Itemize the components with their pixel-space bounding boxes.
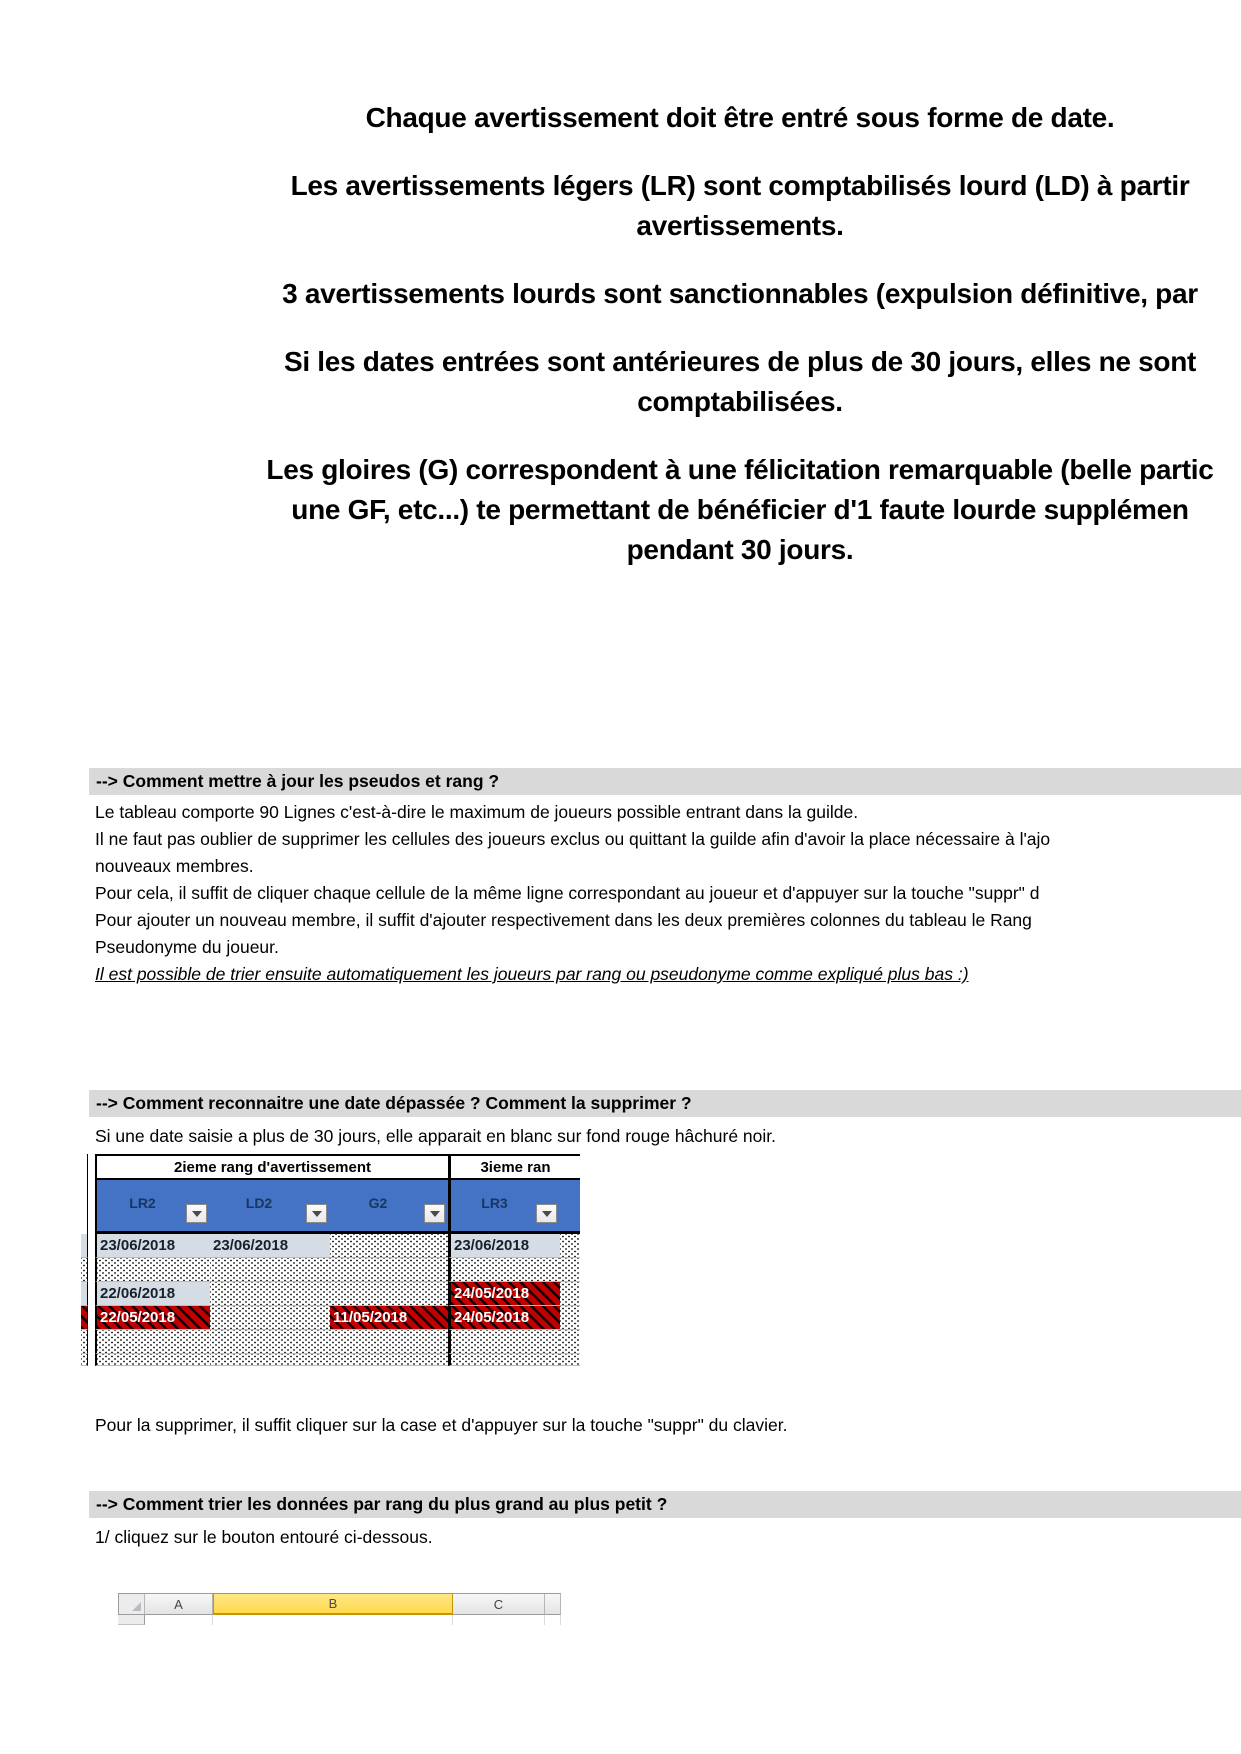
- section-update-pseudos: [0, 768, 1241, 988]
- empty-cell: [330, 1234, 448, 1258]
- filter-header-row: [81, 1180, 580, 1234]
- paragraph-line: Le tableau comporte 90 Lignes c'est-à-dire le maximum de joueurs possible entrant dans la guilde.: [95, 802, 859, 822]
- sheet-column-header-a[interactable]: A: [145, 1593, 213, 1615]
- sheet-column-header-c[interactable]: C: [453, 1593, 545, 1615]
- empty-cell: [560, 1306, 580, 1330]
- empty-cell: [448, 1354, 560, 1366]
- heading-line: Les gloires (G) correspondent à une félicitation remarquable (belle partic: [266, 454, 1214, 485]
- sheet-header-row: [118, 1593, 561, 1615]
- expired-date-cell: 24/05/2018: [448, 1282, 560, 1306]
- heading-light-warnings: [0, 166, 1241, 246]
- filter-dropdown-button[interactable]: [306, 1204, 327, 1223]
- empty-cell: [95, 1354, 210, 1366]
- column-header-lr3[interactable]: [448, 1180, 560, 1234]
- date-cell: 23/06/2018: [95, 1234, 210, 1258]
- table-row-partial: [81, 1354, 580, 1366]
- filter-dropdown-icon: [192, 1211, 202, 1222]
- paragraph-line: 1/ cliquez sur le bouton entouré ci-dessous.: [95, 1527, 433, 1547]
- column-label: LR3: [481, 1194, 508, 1211]
- heading-line: 3 avertissements lourds sont sanctionnables (expulsion définitive, par: [282, 278, 1198, 309]
- paragraph-line: Pour la supprimer, il suffit cliquer sur la case et d'appuyer sur la touche "suppr" du clavier.: [95, 1415, 788, 1435]
- table-row: [81, 1306, 580, 1330]
- sheet-column-header-cut: [545, 1593, 561, 1615]
- empty-cell: [210, 1354, 330, 1366]
- row-header-sliver: [118, 1615, 145, 1625]
- paragraph-line: Pour ajouter un nouveau membre, il suffit d'ajouter respectivement dans les deux premières colonnes du tableau le Rang: [95, 910, 1032, 930]
- empty-cell: [560, 1330, 580, 1354]
- sheet-column-header-b[interactable]: B: [213, 1593, 453, 1615]
- column-label: G2: [368, 1194, 388, 1211]
- section-body: [95, 795, 1241, 988]
- paragraph-line: Pour cela, il suffit de cliquer chaque cellule de la même ligne correspondant au joueur et d'appuyer sur la touche "suppr" d: [95, 883, 1040, 903]
- empty-cell: [210, 1258, 330, 1282]
- filter-dropdown-icon: [542, 1211, 552, 1222]
- empty-cell: [330, 1354, 448, 1366]
- heading-glories: [0, 450, 1241, 570]
- date-cell: 22/06/2018: [95, 1282, 210, 1306]
- heading-line: Les avertissements légers (LR) sont comptabilisés lourd (LD) à partir: [290, 170, 1190, 201]
- date-table-screenshot: [81, 1154, 580, 1366]
- heading-old-dates: [0, 342, 1241, 422]
- empty-cell: [560, 1258, 580, 1282]
- column-header-lr2[interactable]: [95, 1180, 210, 1234]
- empty-cell: [95, 1330, 210, 1354]
- cut-column-header: [560, 1180, 580, 1234]
- paragraph-line: Il ne faut pas oublier de supprimer les cellules des joueurs exclus ou quittant la guilde afin d'avoir la place nécessaire à l'ajo: [95, 829, 1051, 849]
- select-all-icon: [132, 1602, 141, 1611]
- date-cell: 23/06/2018: [210, 1234, 330, 1258]
- filter-dropdown-icon: [430, 1211, 440, 1222]
- empty-cell: [560, 1354, 580, 1366]
- expired-date-cell: 24/05/2018: [448, 1306, 560, 1330]
- select-all-corner[interactable]: [118, 1593, 145, 1615]
- empty-cell: [448, 1330, 560, 1354]
- filter-dropdown-button[interactable]: [186, 1204, 207, 1223]
- group-header-2nd-rank: 2ieme rang d'avertissement: [95, 1154, 448, 1180]
- group-header-3rd-rank: 3ieme ran: [448, 1154, 580, 1180]
- heading-heavy-warnings: [0, 274, 1241, 314]
- section-expired-date: [0, 1090, 1241, 1439]
- empty-cell: [330, 1282, 448, 1306]
- empty-cell: [448, 1258, 560, 1282]
- column-label: LR2: [129, 1194, 156, 1211]
- heading-line: comptabilisées.: [637, 386, 843, 417]
- table-row: [81, 1234, 580, 1258]
- empty-cell: [560, 1234, 580, 1258]
- empty-cell: [330, 1258, 448, 1282]
- hero-headings: [0, 0, 1241, 570]
- section-title-bar: --> Comment mettre à jour les pseudos et rang ?: [89, 768, 1241, 795]
- filter-dropdown-button[interactable]: [536, 1204, 557, 1223]
- heading-line: avertissements.: [636, 210, 844, 241]
- empty-cell: [210, 1282, 330, 1306]
- table-row: [81, 1330, 580, 1354]
- empty-cell: [95, 1258, 210, 1282]
- expired-date-cell: 22/05/2018: [95, 1306, 210, 1330]
- empty-cell: [330, 1330, 448, 1354]
- date-cell: 23/06/2018: [448, 1234, 560, 1258]
- group-header-row: [81, 1154, 580, 1180]
- column-header-g2[interactable]: [330, 1180, 448, 1234]
- empty-cell: [210, 1306, 330, 1330]
- column-label: LD2: [245, 1194, 273, 1211]
- paragraph-line: nouveaux membres.: [95, 856, 254, 876]
- table-row: [81, 1282, 580, 1306]
- paragraph-line: Si une date saisie a plus de 30 jours, elle apparait en blanc sur fond rouge hâchuré noir.: [95, 1126, 777, 1146]
- empty-cell: [210, 1330, 330, 1354]
- heading-line: Chaque avertissement doit être entré sous forme de date.: [365, 102, 1115, 133]
- filter-dropdown-button[interactable]: [424, 1204, 445, 1223]
- paragraph-line: Pseudonyme du joueur.: [95, 937, 279, 957]
- sheet-first-row: [118, 1615, 561, 1625]
- empty-cell: [560, 1282, 580, 1306]
- heading-date-entry: [0, 98, 1241, 138]
- heading-line: une GF, etc...) te permettant de bénéficier d'1 faute lourde supplémen: [291, 494, 1189, 525]
- section-title-bar: --> Comment trier les données par rang du plus grand au plus petit ?: [89, 1491, 1241, 1518]
- heading-line: Si les dates entrées sont antérieures de plus de 30 jours, elles ne sont: [283, 346, 1197, 377]
- section-sort-data: [0, 1491, 1241, 1625]
- emphasis-note: Il est possible de trier ensuite automatiquement les joueurs par rang ou pseudonyme comme expliqué plus bas :): [95, 964, 969, 984]
- column-header-ld2[interactable]: [210, 1180, 330, 1234]
- sheet-screenshot: [118, 1593, 561, 1625]
- section-title-bar: --> Comment reconnaitre une date dépassée ? Comment la supprimer ?: [89, 1090, 1241, 1117]
- filter-dropdown-icon: [312, 1211, 322, 1222]
- table-row: [81, 1258, 580, 1282]
- previous-column-sliver: [81, 1154, 88, 1180]
- expired-date-cell: 11/05/2018: [330, 1306, 448, 1330]
- heading-line: pendant 30 jours.: [626, 534, 854, 565]
